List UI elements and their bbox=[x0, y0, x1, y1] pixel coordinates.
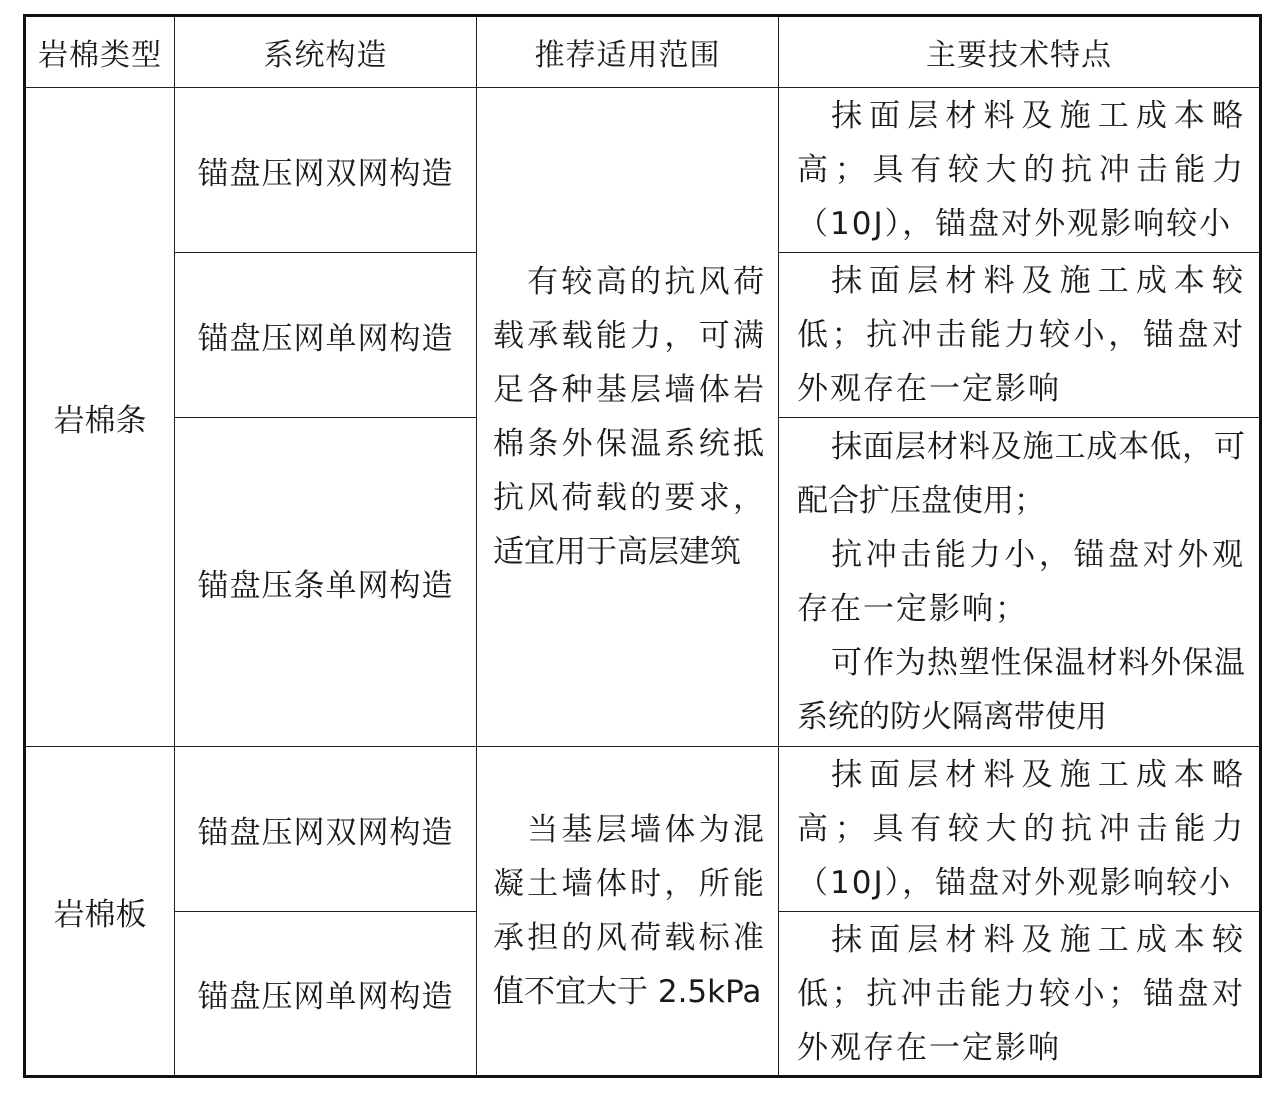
system-construction-cell: 锚盘压网单网构造 bbox=[175, 253, 477, 418]
rock-wool-type-cell: 岩棉条 bbox=[25, 88, 175, 747]
recommended-range-cell bbox=[477, 747, 779, 1077]
system-construction-cell: 锚盘压网双网构造 bbox=[175, 88, 477, 253]
feature-text: 抹面层材料及施工成本略高；具有较大的抗冲击能力（10J），锚盘对外观影响较小 bbox=[797, 757, 1245, 901]
system-construction-cell: 锚盘压网双网构造 bbox=[175, 747, 477, 912]
feature-text: 抹面层材料及施工成本低，可配合扩压盘使用； bbox=[797, 429, 1245, 519]
system-construction-cell: 锚盘压网单网构造 bbox=[175, 912, 477, 1077]
range-text: 有较高的抗风荷载承载能力，可满足各种基层墙体岩棉条外保温系统抵抗风荷载的要求，适宜用于高层建筑 bbox=[493, 264, 764, 570]
system-construction-cell: 锚盘压条单网构造 bbox=[175, 418, 477, 747]
features-cell bbox=[779, 418, 1261, 747]
table-row bbox=[25, 88, 1261, 253]
features-cell bbox=[779, 912, 1261, 1077]
features-cell bbox=[779, 88, 1261, 253]
feature-text: 抹面层材料及施工成本略高；具有较大的抗冲击能力（10J），锚盘对外观影响较小 bbox=[797, 98, 1245, 242]
feature-text: 抹面层材料及施工成本较低；抗冲击能力较小；锚盘对外观存在一定影响 bbox=[797, 921, 1245, 1066]
features-cell bbox=[779, 253, 1261, 418]
feature-text: 抹面层材料及施工成本较低；抗冲击能力较小，锚盘对外观存在一定影响 bbox=[797, 263, 1245, 407]
recommended-range-cell bbox=[477, 88, 779, 747]
header-row bbox=[25, 16, 1261, 88]
table-row bbox=[25, 747, 1261, 912]
range-text: 当基层墙体为混凝土墙体时，所能承担的风荷载标准值不宜大于 2.5kPa bbox=[493, 812, 764, 1010]
rock-wool-type-cell: 岩棉板 bbox=[25, 747, 175, 1077]
features-cell bbox=[779, 747, 1261, 912]
header-main-features: 主要技术特点 bbox=[779, 16, 1261, 88]
header-rock-wool-type: 岩棉类型 bbox=[25, 16, 175, 88]
rock-wool-system-table bbox=[23, 14, 1262, 1078]
header-system-construction: 系统构造 bbox=[175, 16, 477, 88]
header-recommended-range: 推荐适用范围 bbox=[477, 16, 779, 88]
feature-text: 抗冲击能力小，锚盘对外观存在一定影响； bbox=[797, 537, 1245, 627]
feature-text: 可作为热塑性保温材料外保温系统的防火隔离带使用 bbox=[797, 645, 1245, 735]
